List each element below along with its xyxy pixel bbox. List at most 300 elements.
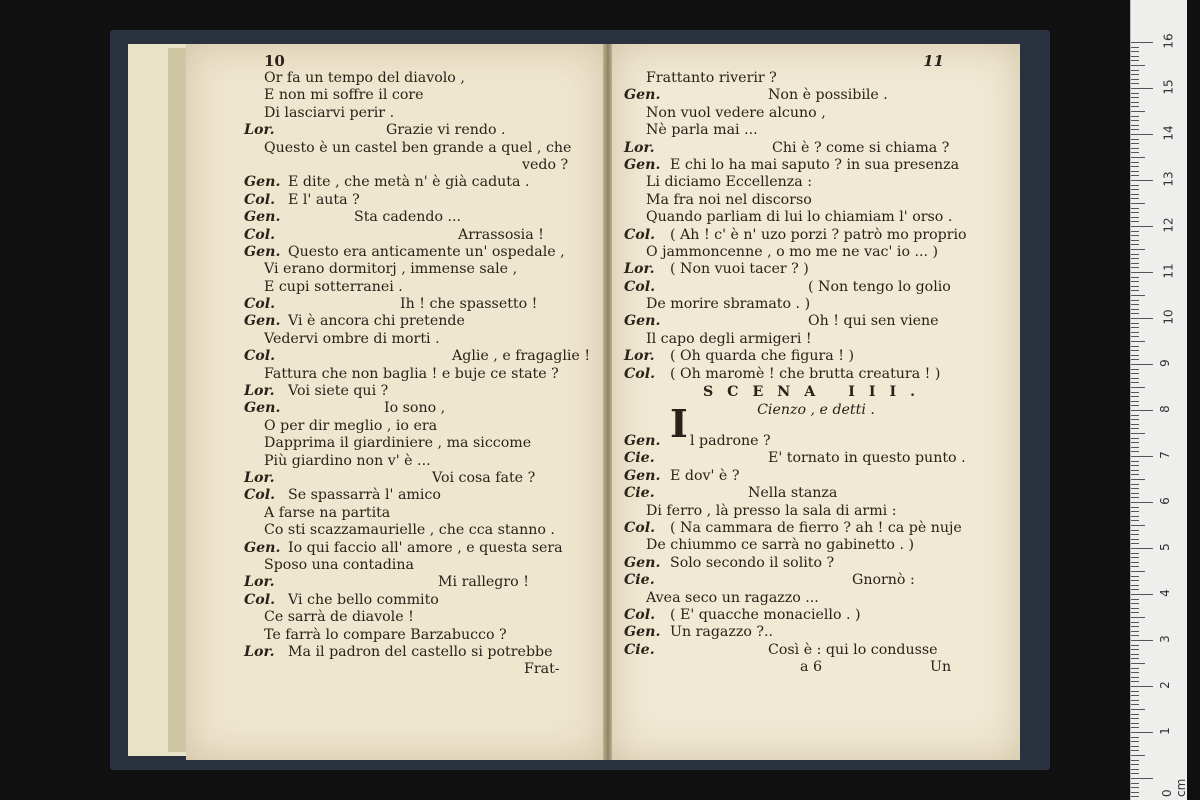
speaker-name: Gen. — [244, 209, 281, 226]
ruler-label: 4 — [1157, 589, 1172, 597]
text-line — [186, 661, 604, 678]
ruler-tick — [1131, 433, 1145, 434]
line-text: Frattanto riverir ? — [646, 70, 777, 86]
text-line — [612, 70, 1020, 87]
text-line — [186, 331, 604, 348]
scene-subtitle: Cienzo , e detti . — [757, 402, 875, 419]
text-line — [612, 450, 1020, 467]
text-line — [186, 366, 604, 383]
ruler-tick — [1131, 645, 1139, 646]
ruler-tick — [1131, 120, 1139, 121]
ruler-tick — [1131, 313, 1139, 314]
ruler-tick — [1131, 364, 1153, 365]
ruler-tick — [1131, 189, 1139, 190]
ruler-tick — [1131, 447, 1139, 448]
speaker-name: Col. — [624, 365, 656, 382]
line-text: Quando parliam di lui lo chiamiam l' orso . — [646, 209, 953, 226]
ruler-tick — [1131, 208, 1139, 209]
speaker-name: Col. — [244, 296, 276, 313]
ruler-tick — [1131, 718, 1139, 719]
ruler-tick — [1131, 727, 1139, 728]
ruler-tick — [1131, 244, 1139, 245]
right-page-text — [612, 70, 1020, 677]
measurement-ruler — [1130, 0, 1187, 800]
text-line — [612, 520, 1020, 537]
speaker-name: Col. — [244, 191, 276, 208]
ruler-tick — [1131, 405, 1139, 406]
text-line — [186, 609, 604, 626]
ruler-tick — [1131, 658, 1139, 659]
ruler-tick — [1131, 419, 1139, 420]
ruler-tick — [1131, 640, 1153, 641]
ruler-tick — [1131, 525, 1145, 526]
ruler-tick — [1131, 723, 1139, 724]
ruler-tick — [1131, 341, 1145, 342]
ruler-tick — [1131, 599, 1139, 600]
ruler-tick — [1131, 626, 1139, 627]
ruler-tick — [1131, 83, 1139, 84]
text-line — [186, 418, 604, 435]
ruler-tick — [1131, 635, 1139, 636]
ruler-tick — [1131, 511, 1139, 512]
speaker-name: Gen. — [244, 313, 281, 330]
ruler-tick — [1131, 704, 1139, 705]
ruler-tick — [1131, 148, 1139, 149]
line-text: Mi rallegro ! — [438, 574, 529, 591]
text-line — [612, 105, 1020, 122]
ruler-label: 6 — [1157, 497, 1172, 505]
ruler-tick — [1131, 286, 1139, 287]
speaker-name: Gen. — [244, 400, 281, 417]
ruler-tick — [1131, 290, 1139, 291]
ruler-tick — [1131, 479, 1145, 480]
ruler-tick — [1131, 166, 1139, 167]
speaker-name: Lor. — [244, 643, 275, 660]
ruler-tick — [1131, 465, 1139, 466]
speaker-name: Lor. — [244, 469, 275, 486]
ruler-tick — [1131, 116, 1139, 117]
line-text: ( Non vuoi tacer ? ) — [670, 261, 809, 278]
line-text: De morire sbramato . ) — [646, 296, 811, 313]
ruler-tick — [1131, 714, 1139, 715]
line-text: Aglie , e fragaglie ! — [452, 348, 591, 365]
text-line — [186, 279, 604, 296]
ruler-tick — [1131, 318, 1153, 319]
speaker-name: Lor. — [624, 348, 655, 365]
ruler-tick — [1131, 415, 1139, 416]
ruler-tick — [1131, 180, 1153, 181]
ruler-tick — [1131, 212, 1139, 213]
speaker-name: Col. — [244, 487, 276, 504]
text-line — [612, 331, 1020, 348]
text-line — [612, 209, 1020, 226]
ruler-tick — [1131, 134, 1153, 135]
ruler-tick — [1131, 93, 1139, 94]
ruler-tick — [1131, 47, 1139, 48]
line-text: E non mi soffre il core — [264, 87, 424, 104]
line-text: Arrassosia ! — [458, 226, 544, 243]
ruler-tick — [1131, 760, 1139, 761]
text-line — [612, 261, 1020, 278]
line-text: ( Na cammara de fierro ? ah ! ca pè nuje — [670, 519, 962, 536]
ruler-tick — [1131, 612, 1139, 613]
text-line — [186, 435, 604, 452]
ruler-tick — [1131, 451, 1139, 452]
text-line — [186, 105, 604, 122]
ruler-tick — [1131, 369, 1139, 370]
line-text: E l' auta ? — [288, 191, 360, 208]
ruler-label: 10 — [1161, 309, 1176, 325]
ruler-tick — [1131, 750, 1139, 751]
ruler-tick — [1131, 198, 1139, 199]
line-text: Dapprima il giardiniere , ma siccome — [264, 435, 532, 452]
ruler-tick — [1131, 603, 1139, 604]
ruler-tick — [1131, 359, 1139, 360]
line-text: Solo secondo il solito ? — [670, 554, 835, 571]
ruler-tick — [1131, 737, 1139, 738]
text-line — [612, 642, 1020, 659]
speaker-name: Gen. — [244, 243, 281, 260]
ruler-tick — [1131, 194, 1139, 195]
ruler-label: 2 — [1157, 681, 1172, 689]
text-line — [612, 348, 1020, 365]
ruler-tick — [1131, 88, 1153, 89]
ruler-tick — [1131, 622, 1139, 623]
text-line — [186, 487, 604, 504]
ruler-tick — [1131, 548, 1153, 549]
speaker-name: Lor. — [624, 139, 655, 156]
line-text: Più giardino non v' è ... — [264, 452, 431, 469]
ruler-tick — [1131, 424, 1139, 425]
ruler-tick — [1131, 778, 1153, 779]
ruler-tick — [1131, 396, 1139, 397]
ruler-tick — [1131, 695, 1139, 696]
speaker-name: Gen. — [624, 313, 661, 330]
line-text: Nè parla mai ... — [646, 122, 758, 139]
ruler-tick — [1131, 520, 1139, 521]
text-line — [186, 383, 604, 400]
ruler-label: 1 — [1157, 727, 1172, 735]
ruler-tick — [1131, 617, 1145, 618]
ruler-tick — [1131, 543, 1139, 544]
speaker-name: Col. — [624, 278, 656, 295]
ruler-tick — [1131, 129, 1139, 130]
ruler-tick — [1131, 249, 1145, 250]
line-text: Te farrà lo compare Barzabucco ? — [264, 626, 507, 643]
ruler-tick — [1131, 175, 1139, 176]
speaker-name: Gen. — [624, 433, 661, 450]
line-text: Di ferro , là presso la sala di armi : — [646, 502, 897, 519]
ruler-label: 15 — [1161, 79, 1176, 95]
ruler-tick — [1131, 162, 1139, 163]
line-text: Ma fra noi nel discorso — [646, 191, 812, 208]
text-line — [186, 174, 604, 191]
text-line — [186, 70, 604, 87]
line-text: Grazie vi rendo . — [386, 122, 506, 139]
speaker-name: Col. — [244, 226, 276, 243]
ruler-tick — [1131, 507, 1139, 508]
line-text: E' tornato in questo punto . — [768, 450, 966, 467]
text-line — [186, 644, 604, 661]
ruler-tick — [1131, 585, 1139, 586]
ruler-tick — [1131, 562, 1139, 563]
speaker-name: Cie. — [624, 572, 655, 589]
line-text: Così è : qui lo condusse — [768, 641, 938, 658]
ruler-tick — [1131, 143, 1139, 144]
ruler-label: 12 — [1161, 217, 1176, 233]
speaker-name: Lor. — [244, 383, 275, 400]
ruler-tick — [1131, 686, 1153, 687]
line-text: Se spassarrà l' amico — [288, 487, 441, 504]
ruler-tick — [1131, 764, 1139, 765]
line-text: Co sti scazzamaurielle , che cca stanno . — [264, 522, 555, 539]
ruler-tick — [1131, 111, 1145, 112]
ruler-tick — [1131, 272, 1153, 273]
line-text: Chi è ? come si chiama ? — [772, 139, 950, 156]
line-text: Di lasciarvi perir . — [264, 104, 395, 121]
line-text: De chiummo ce sarrà no gabinetto . ) — [646, 537, 915, 554]
ruler-tick — [1131, 663, 1145, 664]
text-line — [186, 296, 604, 313]
ruler-tick — [1131, 461, 1139, 462]
ruler-tick — [1131, 355, 1139, 356]
ruler-tick — [1131, 442, 1139, 443]
text-line — [186, 592, 604, 609]
ruler-tick — [1131, 51, 1139, 52]
line-text: Sposo una contadina — [264, 556, 414, 573]
ruler-tick — [1131, 157, 1145, 158]
ruler-tick — [1131, 231, 1139, 232]
line-text: Io sono , — [384, 400, 446, 417]
ruler-tick — [1131, 263, 1139, 264]
ruler-tick — [1131, 672, 1139, 673]
line-text: Questo era anticamente un' ospedale , — [288, 243, 565, 260]
speaker-name: Gen. — [624, 624, 661, 641]
text-line — [612, 366, 1020, 383]
ruler-tick — [1131, 295, 1145, 296]
text-line — [612, 572, 1020, 589]
ruler-tick — [1131, 668, 1139, 669]
ruler-tick — [1131, 792, 1139, 793]
text-line — [612, 140, 1020, 157]
ruler-tick — [1131, 608, 1139, 609]
line-text: Ma il padron del castello si potrebbe — [288, 643, 553, 660]
line-text: Non è possibile . — [768, 87, 888, 104]
text-line — [186, 227, 604, 244]
ruler-tick — [1131, 267, 1139, 268]
text-line — [612, 607, 1020, 624]
line-text: Voi cosa fate ? — [432, 469, 536, 486]
ruler-tick — [1131, 387, 1145, 388]
text-line — [186, 522, 604, 539]
line-text: Frat- — [524, 661, 560, 678]
ruler-tick — [1131, 125, 1139, 126]
ruler-label: 11 — [1161, 263, 1176, 279]
ruler-tick — [1131, 74, 1139, 75]
text-line — [612, 555, 1020, 572]
ruler-tick — [1131, 185, 1139, 186]
ruler-tick — [1131, 488, 1139, 489]
ruler-tick — [1131, 327, 1139, 328]
speaker-name: Cie. — [624, 485, 655, 502]
ruler-tick — [1131, 484, 1139, 485]
text-line — [186, 192, 604, 209]
ruler-tick — [1131, 677, 1139, 678]
line-text: ( Oh quarda che figura ! ) — [670, 348, 855, 365]
text-line — [186, 557, 604, 574]
text-line — [186, 157, 604, 174]
line-text: Voi siete qui ? — [288, 383, 389, 400]
line-text: ( Ah ! c' è n' uzo porzi ? patrò mo proprio — [670, 226, 967, 243]
ruler-tick — [1131, 171, 1139, 172]
ruler-tick — [1131, 580, 1139, 581]
speaker-name: Lor. — [244, 122, 275, 139]
ruler-tick — [1131, 70, 1139, 71]
ruler-tick — [1131, 539, 1139, 540]
signature-line — [612, 659, 1020, 676]
line-text: Un ragazzo ?.. — [670, 624, 774, 641]
text-line — [612, 313, 1020, 330]
text-line — [612, 87, 1020, 104]
text-line — [186, 470, 604, 487]
ruler-label: 5 — [1157, 543, 1172, 551]
ruler-tick — [1131, 691, 1139, 692]
ruler-tick — [1131, 240, 1139, 241]
text-line — [186, 627, 604, 644]
line-text: E dov' è ? — [670, 467, 740, 484]
ruler-label: 8 — [1157, 405, 1172, 413]
text-line — [612, 192, 1020, 209]
speaker-name: Gen. — [624, 156, 661, 173]
ruler-tick — [1131, 741, 1139, 742]
right-page — [612, 44, 1020, 760]
line-text: Nella stanza — [748, 485, 838, 502]
line-text: Avea seco un ragazzo ... — [646, 589, 819, 606]
line-text: E dite , che metà n' è già caduta . — [288, 174, 530, 191]
ruler-tick — [1131, 769, 1139, 770]
text-line — [186, 209, 604, 226]
ruler-tick — [1131, 139, 1139, 140]
catchword: Un — [930, 659, 952, 676]
line-text: Gnornò : — [852, 572, 915, 589]
ruler-tick — [1131, 594, 1153, 595]
ruler-tick — [1131, 102, 1139, 103]
left-page-number: 10 — [264, 52, 285, 70]
text-line — [612, 624, 1020, 641]
ruler-label: 16 — [1161, 33, 1176, 49]
ruler-tick — [1131, 392, 1139, 393]
ruler-tick — [1131, 226, 1153, 227]
ruler-tick — [1131, 79, 1139, 80]
line-text: Oh ! qui sen viene — [808, 313, 939, 330]
ruler-label: 3 — [1157, 635, 1172, 643]
text-line — [186, 540, 604, 557]
line-text: ( E' quacche monaciello . ) — [670, 606, 861, 623]
line-text: Li diciamo Eccellenza : — [646, 174, 813, 191]
ruler-tick — [1131, 203, 1145, 204]
ruler-tick — [1131, 382, 1139, 383]
line-text: Vi erano dormitorj , immense sale , — [264, 261, 518, 278]
line-text: Fattura che non baglia ! e buje ce state ? — [264, 365, 559, 382]
ruler-tick — [1131, 332, 1139, 333]
line-text: ( Oh maromè ! che brutta creatura ! ) — [670, 365, 941, 382]
text-line — [612, 537, 1020, 554]
speaker-name: Lor. — [624, 261, 655, 278]
ruler-tick — [1131, 783, 1139, 784]
text-line — [612, 174, 1020, 191]
ruler-tick — [1131, 323, 1139, 324]
line-text: Sta cadendo ... — [354, 209, 462, 226]
ruler-tick — [1131, 277, 1139, 278]
speaker-name: Col. — [244, 348, 276, 365]
ruler-tick — [1131, 346, 1139, 347]
signature-mark: a 6 — [800, 659, 822, 676]
ruler-tick — [1131, 649, 1139, 650]
ruler-tick — [1131, 378, 1139, 379]
text-line — [186, 313, 604, 330]
ruler-label: 0 cm — [1160, 778, 1188, 797]
ruler-tick — [1131, 755, 1145, 756]
ruler-tick — [1131, 221, 1139, 222]
text-line — [612, 244, 1020, 261]
ruler-tick — [1131, 746, 1139, 747]
right-page-number: 11 — [923, 52, 944, 70]
text-line — [186, 244, 604, 261]
ruler-tick — [1131, 410, 1153, 411]
text-line — [186, 140, 604, 157]
text-line — [612, 485, 1020, 502]
line-text: O per dir meglio , io era — [264, 417, 438, 434]
text-line — [186, 574, 604, 591]
line-text: Vedervi ombre di morti . — [264, 330, 440, 347]
text-line — [612, 122, 1020, 139]
ruler-tick — [1131, 309, 1139, 310]
ruler-tick — [1131, 336, 1139, 337]
ruler-tick — [1131, 576, 1139, 577]
ruler-tick — [1131, 373, 1139, 374]
ruler-tick — [1131, 235, 1139, 236]
text-line — [612, 296, 1020, 313]
line-text: Ce sarrà de diavole ! — [264, 609, 414, 626]
ruler-tick — [1131, 258, 1139, 259]
ruler-tick — [1131, 350, 1139, 351]
ruler-tick — [1131, 152, 1139, 153]
text-line — [612, 279, 1020, 296]
text-line — [186, 261, 604, 278]
line-text: E chi lo ha mai saputo ? in sua presenza — [670, 156, 960, 173]
ruler-tick — [1131, 42, 1153, 43]
ruler-tick — [1131, 553, 1139, 554]
ruler-tick — [1131, 516, 1139, 517]
ruler-tick — [1131, 502, 1153, 503]
text-line — [186, 87, 604, 104]
ruler-tick — [1131, 304, 1139, 305]
speaker-name: Gen. — [624, 554, 661, 571]
ruler-tick — [1131, 709, 1145, 710]
ruler-label: 7 — [1157, 451, 1172, 459]
line-text: Questo è un castel ben grande a quel , che — [264, 139, 572, 156]
ruler-tick — [1131, 566, 1139, 567]
line-text: Vi che bello commito — [288, 591, 439, 608]
drop-cap: I — [670, 401, 688, 447]
text-line — [186, 400, 604, 417]
ruler-tick — [1131, 700, 1139, 701]
ruler-tick — [1131, 65, 1145, 66]
ruler-tick — [1131, 631, 1139, 632]
ruler-tick — [1131, 217, 1139, 218]
speaker-name: Cie. — [624, 641, 655, 658]
ruler-tick — [1131, 534, 1139, 535]
